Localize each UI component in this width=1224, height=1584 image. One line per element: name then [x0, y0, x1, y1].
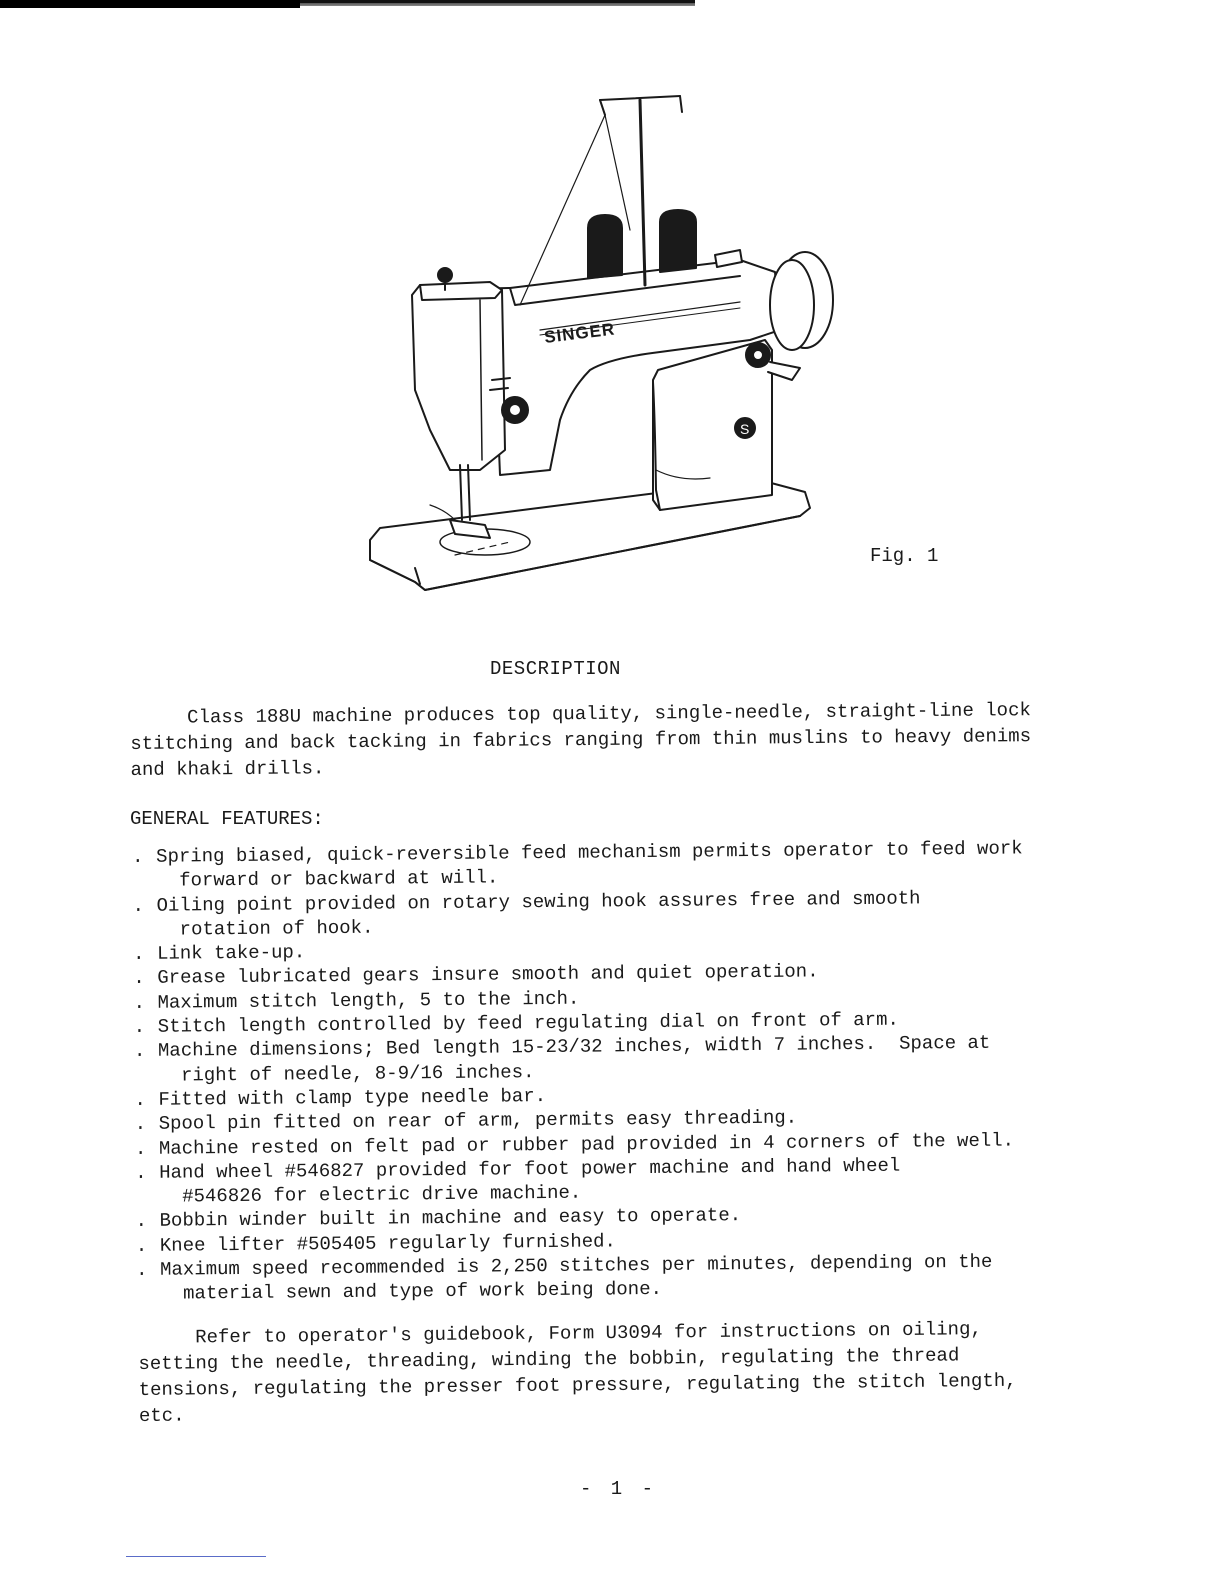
list-item: . Grease lubricated gears insure smooth and quiet operation. [131, 957, 1091, 991]
list-item: . Spool pin fitted on rear of arm, permits easy threading. [133, 1103, 1093, 1137]
list-item: . Oiling point provided on rotary sewing hook assures free and smooth rotation of hook. [130, 884, 1090, 942]
list-item: . Maximum speed recommended is 2,250 stitches per minutes, depending on the material sewn and type of work being done. [134, 1249, 1094, 1307]
sewing-machine-illustration [360, 90, 840, 610]
page-number: - 1 - [580, 1478, 658, 1500]
list-item: . Knee lifter #505405 regularly furnished. [134, 1225, 1094, 1259]
list-item: . Maximum stitch length, 5 to the inch. [131, 982, 1091, 1016]
list-item: . Stitch length controlled by feed regulating dial on front of arm. [132, 1006, 1092, 1040]
list-item: . Hand wheel #546827 provided for foot power machine and hand wheel #546826 for electric drive machine. [133, 1152, 1093, 1210]
list-item: . Bobbin winder built in machine and easy to operate. [133, 1200, 1093, 1234]
general-features-list [130, 836, 1094, 1307]
list-item: . Fitted with clamp type needle bar. [132, 1079, 1092, 1113]
list-item: . Machine dimensions; Bed length 15-23/32 inches, width 7 inches. Space at right of needle, 8-9/16 inches. [132, 1030, 1092, 1088]
list-item: . Spring biased, quick-reversible feed mechanism permits operator to feed work forward or backward at will. [130, 836, 1090, 894]
list-item: . Link take-up. [131, 933, 1091, 967]
description-intro: Class 188U machine produces top quality, single-needle, straight-line lock stitching and back tacking in fabrics ranging from thin muslins to heavy denims and khaki drills. [130, 699, 1032, 781]
svg-text:S: S [740, 421, 750, 437]
general-features-title: GENERAL FEATURES: [130, 808, 324, 830]
description-heading: DESCRIPTION [490, 658, 621, 680]
scan-edge-bar [0, 0, 695, 6]
closing-paragraph: Refer to operator's guidebook, Form U3094 for instructions on oiling, setting the needle, threading, winding the bobbin, regulating the thread tensions, regulating the presser foot pressure, regulating the stitch length, etc. [138, 1318, 1017, 1427]
brand-label: SINGER [543, 319, 617, 347]
list-item: . Machine rested on felt pad or rubber pad provided in 4 corners of the well. [133, 1127, 1093, 1161]
figure-caption: Fig. 1 [870, 545, 939, 567]
scan-artifact-line [126, 1556, 266, 1557]
